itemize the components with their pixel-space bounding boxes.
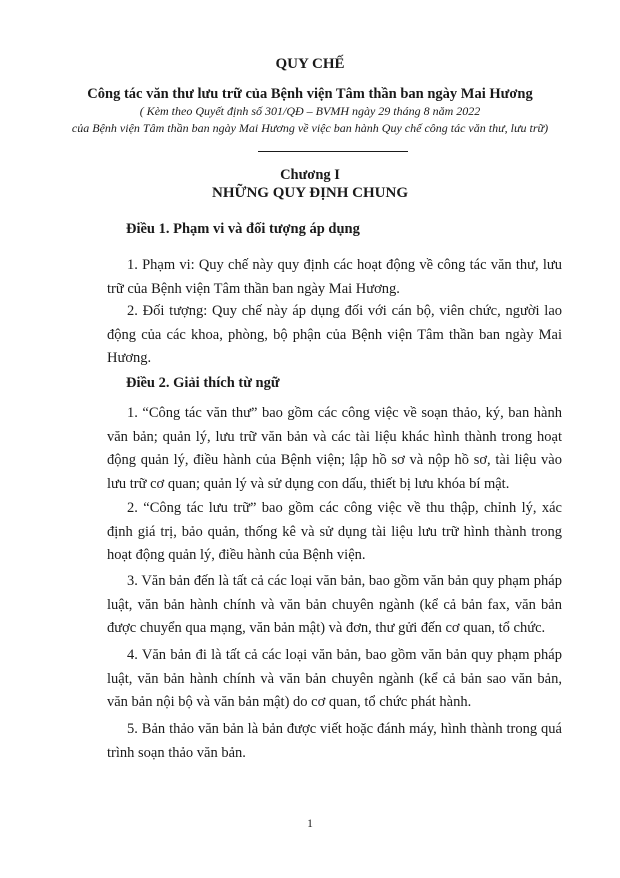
chapter-number: Chương I xyxy=(280,167,340,183)
article-1-paragraph-2: 2. Đối tượng: Quy chế này áp dụng đối với cán bộ, viên chức, người lao động của các khoa, phòng, bộ phận của Bệnh viện Tâm thần ban ngày Mai Hương. xyxy=(107,303,562,366)
title-divider xyxy=(258,151,408,152)
chapter-title: NHỮNG QUY ĐỊNH CHUNG xyxy=(212,185,408,201)
document-title: QUY CHẾ xyxy=(275,56,345,72)
article-2-paragraph-2: 2. “Công tác lưu trữ” bao gồm các công việc về thu thập, chỉnh lý, xác định giá trị, bảo quản, thống kê và sử dụng tài liệu lưu trữ hình thành trong hoạt động quản lý, điều hành của Bệnh viện. xyxy=(107,500,562,563)
article-2-heading: Điều 2. Giải thích từ ngữ xyxy=(126,375,280,391)
article-1-paragraph-1: 1. Phạm vi: Quy chế này quy định các hoạt động về công tác văn thư, lưu trữ của Bệnh viện Tâm thần ban ngày Mai Hương. xyxy=(107,257,562,297)
article-2-paragraph-4: 4. Văn bản đi là tất cả các loại văn bản, bao gồm văn bản quy phạm pháp luật, văn bản hành chính và văn bản chuyên ngành (kể cả bản sao văn bản, văn bản nội bộ và văn bản mật) do cơ quan, tổ chức phát hành. xyxy=(107,647,562,710)
decision-note-line-1: ( Kèm theo Quyết định số 301/QĐ – BVMH ngày 29 tháng 8 năm 2022 xyxy=(139,104,481,118)
article-2-paragraph-3: 3. Văn bản đến là tất cả các loại văn bản, bao gồm văn bản quy phạm pháp luật, văn bản hành chính và văn bản chuyên ngành (kể cả bản fax, văn bản được chuyển qua mạng, văn bản mật) và đơn, thư gửi đến cơ quan, tổ chức. xyxy=(107,573,562,636)
document-subtitle: Công tác văn thư lưu trữ của Bệnh viện Tâm thần ban ngày Mai Hương xyxy=(87,86,533,102)
page-number: 1 xyxy=(307,818,313,830)
decision-note-line-2: của Bệnh viện Tâm thần ban ngày Mai Hương về việc ban hành Quy chế công tác văn thư, lưu trữ) xyxy=(71,121,549,135)
article-2-paragraph-1: 1. “Công tác văn thư” bao gồm các công việc về soạn thảo, ký, ban hành văn bản; quản lý, lưu trữ văn bản và các tài liệu khác hình thành trong hoạt động quản lý, điều hành của Bệnh viện; lập hồ sơ và nộp hồ sơ, tài liệu vào lưu trữ cơ quan; quản lý và sử dụng con dấu, thiết bị lưu khóa bí mật. xyxy=(107,405,562,492)
article-2-paragraph-5: 5. Bản thảo văn bản là bản được viết hoặc đánh máy, hình thành trong quá trình soạn thảo văn bản. xyxy=(107,721,562,761)
article-1-heading: Điều 1. Phạm vi và đối tượng áp dụng xyxy=(126,221,360,237)
